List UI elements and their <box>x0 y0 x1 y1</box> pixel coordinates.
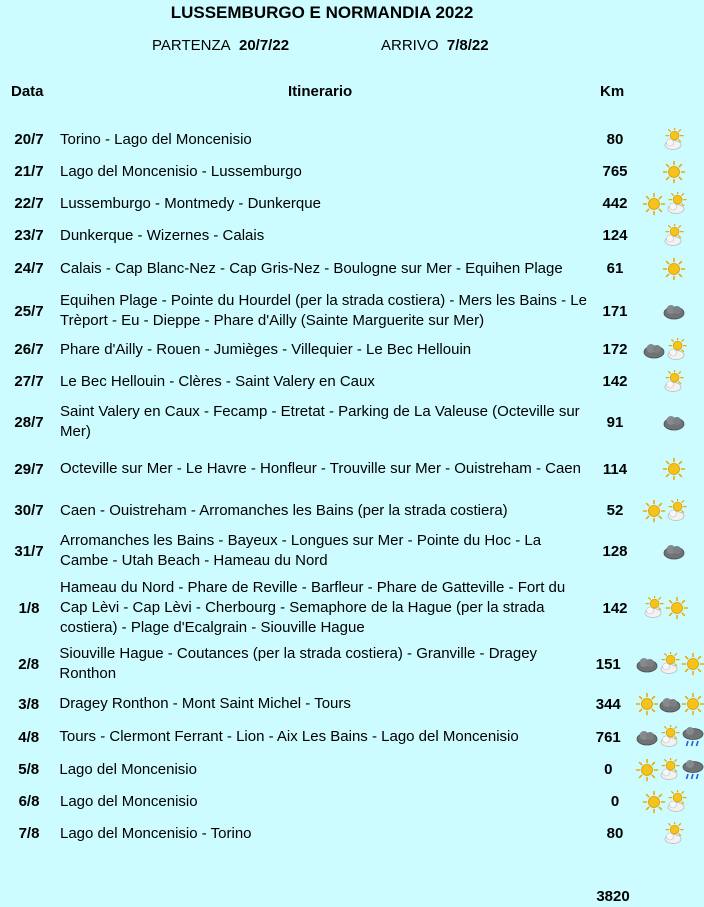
row-date: 21/7 <box>14 163 44 180</box>
cloud-icon <box>635 652 659 676</box>
row-itinerary: Dunkerque - Wizernes - Calais <box>60 226 265 244</box>
table-row <box>0 336 704 363</box>
sun-icon <box>681 652 704 676</box>
row-date: 30/7 <box>14 502 44 519</box>
row-weather <box>640 497 704 524</box>
row-date: 1/8 <box>18 599 40 617</box>
row-date: 26/7 <box>14 341 44 358</box>
row-date: 29/7 <box>14 460 44 478</box>
column-header-km: Km <box>600 83 625 100</box>
table-row <box>0 255 704 282</box>
arrival-date: 7/8/22 <box>446 37 489 54</box>
row-itinerary: Equihen Plage - Pointe du Hourdel (per la strada costiera) - Mers les Bains - Le Trèport - Eu - Dieppe - Phare d'Ailly (Sainte Marguerite sur Mer) <box>60 292 587 329</box>
row-itinerary: Tours - Clermont Ferrant - Lion - Aix Les Bains - Lago del Moncenisio <box>59 728 519 745</box>
row-km: 142 <box>602 599 628 617</box>
table-row <box>0 723 704 751</box>
row-weather <box>640 290 704 332</box>
row-weather <box>640 255 704 282</box>
row-weather <box>640 400 704 444</box>
cloud-icon <box>642 338 666 362</box>
table-row <box>0 497 704 524</box>
row-itinerary: Torino - Lago del Moncenisio <box>60 130 252 148</box>
table-row <box>0 577 704 639</box>
row-itinerary: Octeville sur Mer - Le Havre - Honfleur - Trouville sur Mer - Ouistreham - Caen <box>60 460 581 477</box>
row-itinerary: Lussemburgo - Montmedy - Dunkerque <box>60 194 321 212</box>
row-km: 91 <box>606 413 624 431</box>
sun-icon <box>642 192 666 216</box>
sun-icon <box>665 596 689 620</box>
row-date: 23/7 <box>14 227 44 244</box>
table-row <box>0 126 704 153</box>
row-weather <box>640 158 704 185</box>
table-row <box>0 642 704 686</box>
table-row <box>0 756 704 783</box>
table-row <box>0 448 704 490</box>
table-row <box>0 400 704 444</box>
row-km: 142 <box>602 373 628 390</box>
sun-cloud-icon <box>665 192 689 216</box>
table-row <box>0 529 704 573</box>
row-weather <box>640 336 704 363</box>
table-row <box>0 368 704 395</box>
sun-cloud-icon <box>658 725 682 749</box>
row-km: 765 <box>602 163 628 180</box>
sun-cloud-icon <box>665 790 689 814</box>
row-date: 25/7 <box>14 302 44 320</box>
row-km: 114 <box>602 460 628 478</box>
table-row <box>0 820 704 847</box>
row-km: 172 <box>602 341 628 358</box>
row-date: 4/8 <box>18 728 40 746</box>
sun-icon <box>635 692 659 716</box>
row-km: 0 <box>604 761 613 778</box>
row-km: 128 <box>602 542 628 560</box>
sun-icon <box>642 499 666 523</box>
row-date: 22/7 <box>14 195 44 212</box>
row-itinerary: Saint Valery en Caux - Fecamp - Etretat - Parking de La Valeuse (Octeville sur Mer) <box>60 403 580 440</box>
sun-cloud-icon <box>662 370 686 394</box>
sun-icon <box>681 692 704 716</box>
cloud-icon <box>662 410 686 434</box>
cloud-icon <box>658 692 682 716</box>
sun-icon <box>662 257 686 281</box>
row-km: 80 <box>606 131 624 148</box>
row-date: 2/8 <box>18 655 40 673</box>
rain-icon <box>681 758 704 782</box>
row-date: 31/7 <box>14 542 44 560</box>
row-itinerary: Le Bec Hellouin - Clères - Saint Valery en Caux <box>60 372 375 390</box>
row-weather <box>640 222 704 249</box>
cloud-icon <box>662 299 686 323</box>
row-itinerary: Lago del Moncenisio - Lussemburgo <box>60 162 302 180</box>
row-km: 171 <box>602 302 628 320</box>
sun-icon <box>635 758 659 782</box>
row-km: 442 <box>602 195 628 212</box>
row-itinerary: Arromanches les Bains - Bayeux - Longues sur Mer - Pointe du Hoc - La Cambe - Utah Beach - Hameau du Nord <box>60 532 542 569</box>
row-itinerary: Lago del Moncenisio - Torino <box>60 824 252 842</box>
sun-cloud-icon <box>658 652 682 676</box>
row-date: 27/7 <box>14 373 44 390</box>
row-weather <box>640 368 704 395</box>
cloud-icon <box>662 539 686 563</box>
row-weather <box>640 448 704 490</box>
row-itinerary: Lago del Moncenisio <box>59 760 197 778</box>
sun-icon <box>662 160 686 184</box>
sun-icon <box>662 457 686 481</box>
page-title: LUSSEMBURGO E NORMANDIA 2022 <box>170 3 474 22</box>
row-date: 5/8 <box>18 761 40 778</box>
row-weather <box>633 756 704 783</box>
table-row <box>0 222 704 249</box>
row-date: 24/7 <box>14 260 44 277</box>
row-itinerary: Caen - Ouistreham - Arromanches les Bains (per la strada costiera) <box>60 501 508 519</box>
row-km: 0 <box>610 793 620 810</box>
sun-cloud-icon <box>662 822 686 846</box>
departure-label: PARTENZA <box>152 37 231 54</box>
row-date: 3/8 <box>18 695 40 713</box>
row-km: 80 <box>606 825 624 842</box>
row-weather <box>640 190 704 217</box>
sun-cloud-icon <box>662 224 686 248</box>
sun-icon <box>642 790 666 814</box>
row-itinerary: Lago del Moncenisio <box>60 792 198 810</box>
table-row <box>0 190 704 217</box>
arrival-label: ARRIVO <box>381 37 439 54</box>
table-row <box>0 788 704 815</box>
row-weather <box>640 126 704 153</box>
row-weather <box>640 529 704 573</box>
table-row <box>0 158 704 185</box>
row-km: 761 <box>595 728 621 746</box>
departure <box>152 37 289 54</box>
row-date: 28/7 <box>14 413 44 431</box>
sun-cloud-icon <box>665 499 689 523</box>
sun-cloud-icon <box>642 596 666 620</box>
row-itinerary: Calais - Cap Blanc-Nez - Cap Gris-Nez - Boulogne sur Mer - Equihen Plage <box>60 259 563 277</box>
row-km: 344 <box>595 695 621 713</box>
row-weather <box>640 577 704 639</box>
row-date: 6/8 <box>18 793 40 810</box>
table-row <box>0 690 704 718</box>
row-date: 20/7 <box>14 131 44 148</box>
total-km: 3820 <box>596 888 630 905</box>
departure-date: 20/7/22 <box>238 37 290 54</box>
cloud-icon <box>635 725 659 749</box>
row-weather <box>633 723 704 751</box>
column-header-date: Data <box>11 83 44 100</box>
row-weather <box>640 788 704 815</box>
row-itinerary: Dragey Ronthon - Mont Saint Michel - Tours <box>59 695 351 712</box>
table-row <box>0 290 704 332</box>
row-weather <box>633 642 704 686</box>
row-km: 124 <box>602 227 628 244</box>
row-weather <box>640 820 704 847</box>
sun-cloud-icon <box>658 758 682 782</box>
row-km: 61 <box>606 260 624 277</box>
column-header-itinerary: Itinerario <box>288 83 353 100</box>
row-km: 52 <box>606 502 624 519</box>
rain-icon <box>681 725 704 749</box>
row-itinerary: Hameau du Nord - Phare de Reville - Barfleur - Phare de Gatteville - Fort du Cap Lèvi - Cap Lèvi - Cherbourg - Semaphore de la Hague (per la strada costiera) - Plage d'Ecalgrain - Siouville Hague <box>60 579 566 636</box>
row-itinerary: Phare d'Ailly - Rouen - Jumièges - Villequier - Le Bec Hellouin <box>60 340 472 358</box>
row-date: 7/8 <box>18 825 40 842</box>
sun-cloud-icon <box>662 128 686 152</box>
row-itinerary: Siouville Hague - Coutances (per la strada costiera) - Granville - Dragey Ronthon <box>59 645 538 682</box>
sun-cloud-icon <box>665 338 689 362</box>
arrival <box>381 37 489 54</box>
row-km: 151 <box>595 655 621 673</box>
row-weather <box>633 690 704 718</box>
